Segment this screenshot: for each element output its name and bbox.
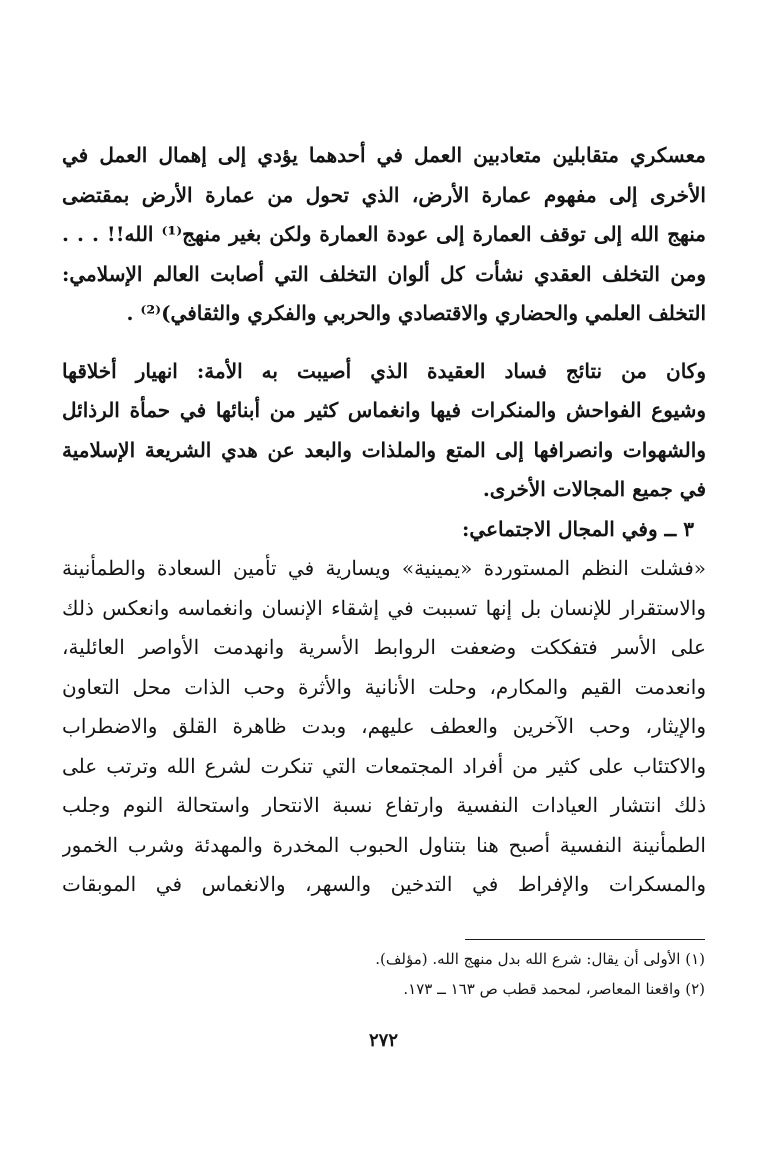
paragraph-3 [62,549,706,905]
text-line: معسكري متقابلين متعادبين العمل في أحدهما يؤدي إلى إهمال العمل في [62,143,706,167]
footnote-2: (٢) واقعنا المعاصر، لمحمد قطب ص ١٦٣ ــ ١٧٣. [403,980,705,998]
footnote-separator [465,939,705,940]
text-line: والإيثار، وحب الآخرين والعطف عليهم، وبدت ظاهرة القلق والاضطراب [62,714,706,738]
text-line: والاستقرار للإنسان بل إنها تسببت في إشقاء الإنسان وانغماسه وانعكس ذلك [62,595,706,620]
text-line: ومن التخلف العقدي نشأت كل ألوان التخلف التي أصابت العالم الإسلامي: [62,261,706,286]
footnotes [61,944,705,1004]
text-line: الطمأنينة النفسية أصبح هنا بتناول الحبوب المخدرة والمهدئة وشرب الخمور [62,832,706,857]
text-line: وشيوع الفواحش والمنكرات فيها وانغماس كثير من أبنائها في حمأة الرذائل [62,398,706,422]
footnote-1: (١) الأولى أن يقال: شرع الله بدل منهج الله. (مؤلف). [375,950,705,968]
section-heading: ٣ ــ وفي المجال الاجتماعي: [462,516,694,541]
text-line: «فشلت النظم المستوردة «يمينية» ويسارية في تأمين السعادة والطمأنينة [62,556,706,580]
paragraph-1 [62,136,706,334]
text-line: وانعدمت القيم والمكارم، وحلت الأنانية والأثرة وحب الذات محل التعاون [62,674,706,699]
text-line: الأخرى إلى مفهوم عمارة الأرض، الذي تحول من عمارة الأرض بمقتضى [62,182,706,207]
paragraph-2 [62,352,706,510]
text-line: منهج الله إلى توقف العمارة إلى عودة العمارة ولكن بغير منهج⁽¹⁾ الله!! . . . [62,222,706,246]
paragraph-gap [62,334,706,352]
text-line: وكان من نتائج فساد العقيدة الذي أصيبت به الأمة: انهيار أخلاقها [62,358,706,383]
text-line: على الأسر فتفككت وضعفت الروابط الأسرية وانهدمت الأواصر العائلية، [62,635,706,659]
text-line: والاكتئاب على كثير من أفراد المجتمعات التي تنكرت لشرع الله وترتب على [62,753,706,778]
text-line: في جميع المجالات الأخرى. [482,477,706,501]
text-line: التخلف العلمي والحضاري والاقتصادي والحربي والفكري والثقافي)⁽²⁾ . [126,301,706,325]
text-line: والمسكرات والإفراط في التدخين والسهر، والانغماس في الموبقات [62,872,706,896]
page-body [62,136,706,905]
text-line: والشهوات وانصرافها إلى المتع والملذات والبعد عن هدي الشريعة الإسلامية [62,437,706,462]
page-number: ٢٧٢ [368,1030,398,1051]
text-line: ذلك انتشار العيادات النفسية وارتفاع نسبة الانتحار واستحالة النوم وجلب [62,793,706,817]
